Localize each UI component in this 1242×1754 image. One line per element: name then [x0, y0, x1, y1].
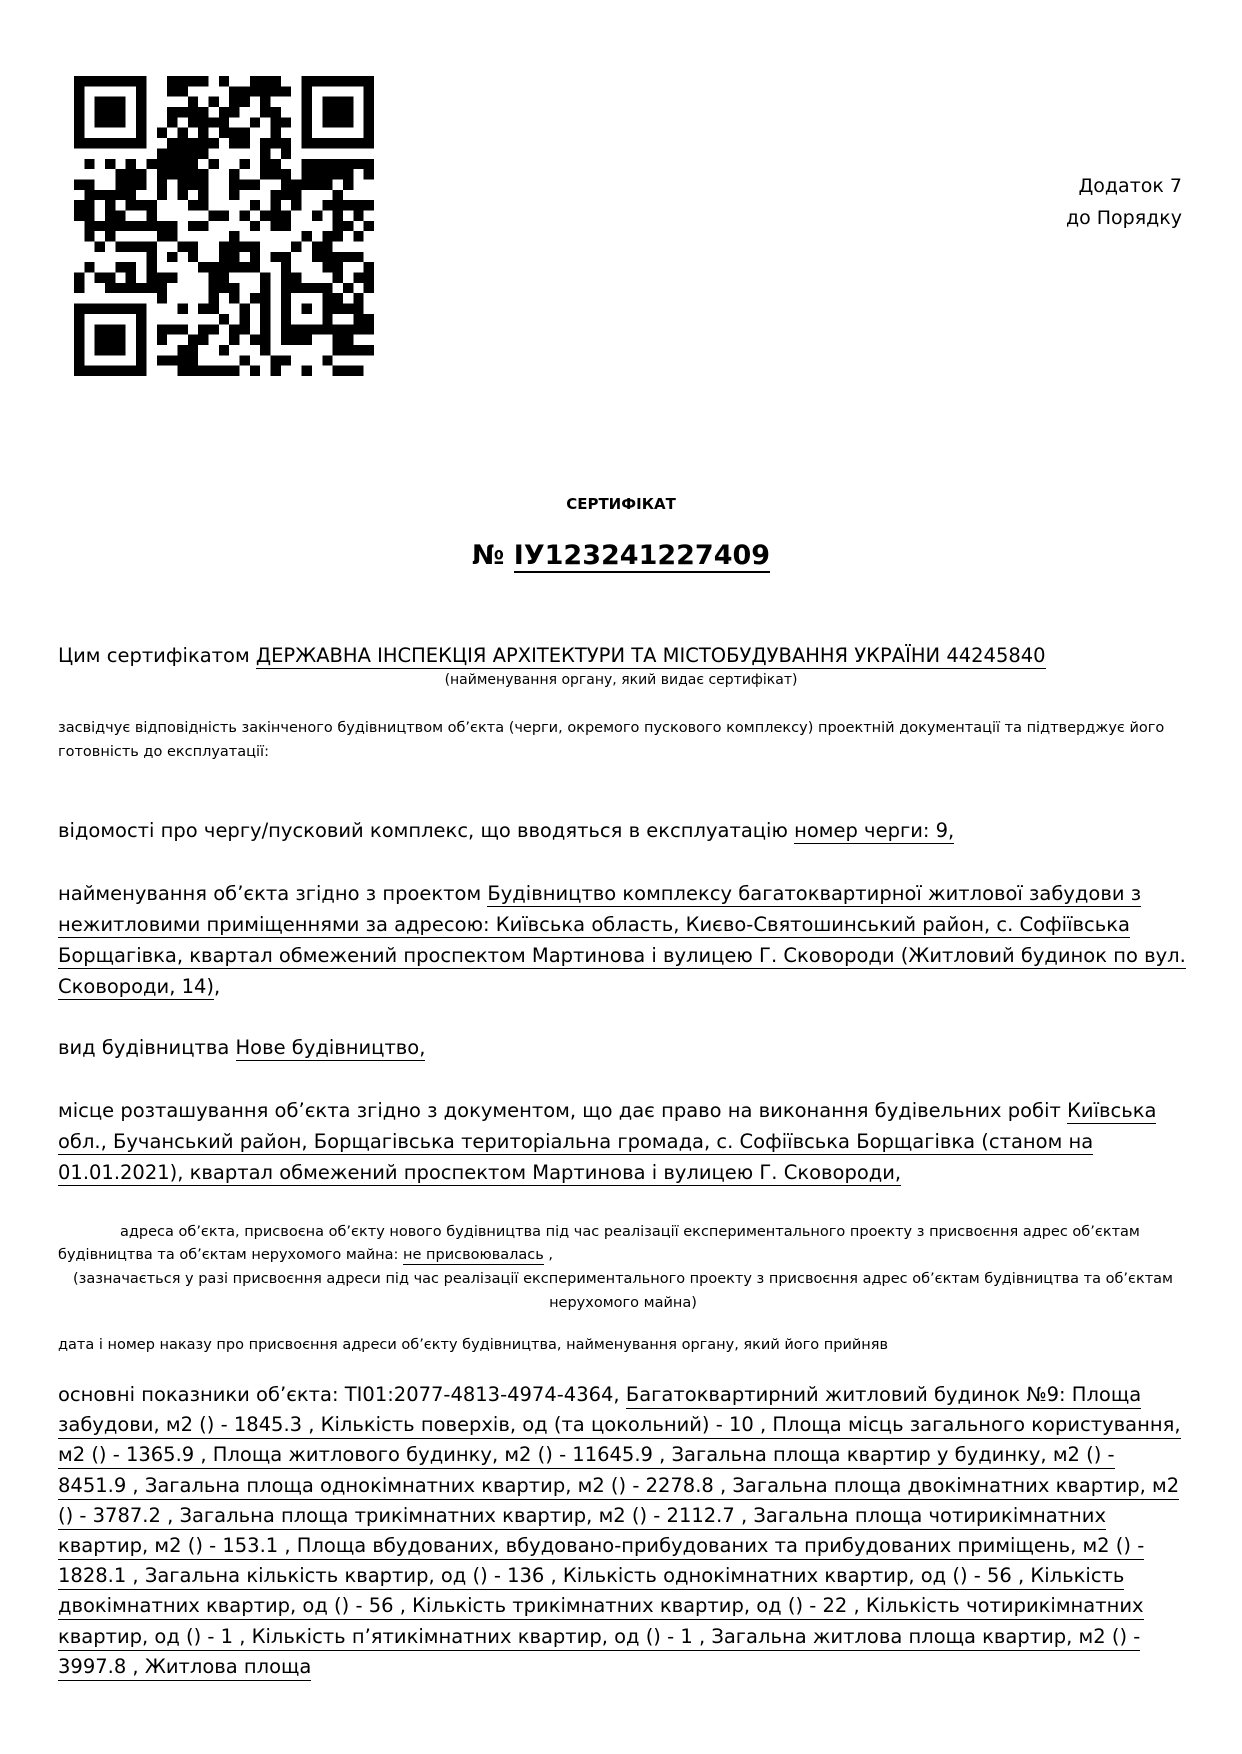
- certificate-title: СЕРТИФІКАТ: [566, 495, 676, 513]
- location-value: Київська обл., Бучанський район, Борщагівська територіальна громада, с. Софіївська Борщагівка (станом на 01.01.2021), квартал обмежений проспектом Мартинова і вулицею Г. Сковороди,: [58, 1099, 1157, 1184]
- stage-value: номер черги: 9,: [794, 819, 955, 842]
- address-order-info: дата і номер наказу про присвоєння адреси об’єкту будівництва, найменування органу, який його прийняв: [58, 1337, 889, 1353]
- issuer-lead: Цим сертифікатом: [58, 644, 250, 667]
- assigned-address-value: не присвоювалась: [403, 1247, 544, 1263]
- assigned-address-note: (зазначається у разі присвоєння адреси під час реалізації експериментального проекту з присвоєння адрес об’єктам будівництва та об’єктам нерухомого майна): [73, 1271, 1173, 1311]
- assigned-address-lead: адреса об’єкта, присвоєна об’єкту нового будівництва під час реалізації експериментального проекту з присвоєння адрес об’єктам будівництва та об’єктам нерухомого майна:: [58, 1224, 1140, 1263]
- certificate-number-value: ІУ123241227409: [513, 540, 771, 571]
- appendix-reference: [1066, 170, 1182, 234]
- number-sign: №: [471, 540, 505, 571]
- stage-lead: відомості про чергу/пусковий комплекс, що вводяться в експлуатацію: [58, 819, 788, 842]
- main-indicators: [58, 1380, 1188, 1682]
- appendix-line-2: до Порядку: [1065, 207, 1182, 229]
- object-name-suffix: ,: [214, 975, 221, 998]
- assigned-address-suffix: ,: [543, 1247, 554, 1263]
- issuer-name: ДЕРЖАВНА ІНСПЕКЦІЯ АРХІТЕКТУРИ ТА МІСТОБУДУВАННЯ УКРАЇНИ 44245840: [255, 644, 1046, 667]
- construction-type-value: Нове будівництво,: [235, 1036, 426, 1059]
- issuer-line: [58, 641, 1188, 671]
- assigned-address: [58, 1221, 1188, 1267]
- confirmation-text: засвідчує відповідність закінченого будівництвом об’єкта (черги, окремого пускового комплексу) проектній документації та підтверджує його готовність до експлуатації:: [58, 720, 1165, 760]
- certificate-number: [0, 540, 1242, 571]
- location-lead: місце розташування об’єкта згідно з документом, що дає право на виконання будівельних робіт: [58, 1099, 1061, 1122]
- object-name-value: Будівництво комплексу багатоквартирної житлової забудови з нежитловими приміщеннями за адресою: Київська область, Києво-Святошинський район, с. Софіївська Борщагівка, квартал обмежений проспектом Мартинова і вулицею Г. Сковороди (Житловий будинок по вул. Сковороди, 14): [58, 882, 1186, 998]
- stage-info: [58, 816, 1188, 846]
- indicators-value: Багатоквартирний житловий будинок №9: Площа забудови, м2 () - 1845.3 , Кількість поверхів, од (та цокольний) - 10 , Площа місць загального користування, м2 () - 1365.9 , Площа житлового будинку, м2 () - 11645.9 , Загальна площа квартир у будинку, м2 () - 8451.9 , Загальна площа однокімнатних квартир, м2 () - 2278.8 , Загальна площа двокімнатних квартир, м2 () - 3787.2 , Загальна площа трикімнатних квартир, м2 () - 2112.7 , Загальна площа чотирикімнатних квартир, м2 () - 153.1 , Площа вбудованих, вбудовано-прибудованих та прибудованих приміщень, м2 () - 1828.1 , Загальна кількість квартир, од () - 136 , Кількість однокімнатних квартир, од () - 56 , Кількість двокімнатних квартир, од () - 56 , Кількість трикімнатних квартир, од () - 22 , Кількість чотирикімнатних квартир, од () - 1 , Кількість п’ятикімнатних квартир, од () - 1 , Загальна житлова площа квартир, м2 () - 3997.8 , Житлова площа: [58, 1383, 1181, 1681]
- indicators-lead: основні показники об’єкта: ТІ01:2077-4813-4974-4364,: [58, 1383, 620, 1406]
- object-location: [58, 1095, 1188, 1188]
- object-name: [58, 878, 1188, 1002]
- appendix-line-1: Додаток 7: [1078, 175, 1182, 197]
- qr-code: [74, 76, 374, 376]
- object-name-lead: найменування об’єкта згідно з проектом: [58, 882, 482, 905]
- issuer-caption: (найменування органу, який видає сертифікат): [444, 672, 798, 688]
- construction-type: [58, 1033, 1188, 1063]
- construction-type-lead: вид будівництва: [58, 1036, 230, 1059]
